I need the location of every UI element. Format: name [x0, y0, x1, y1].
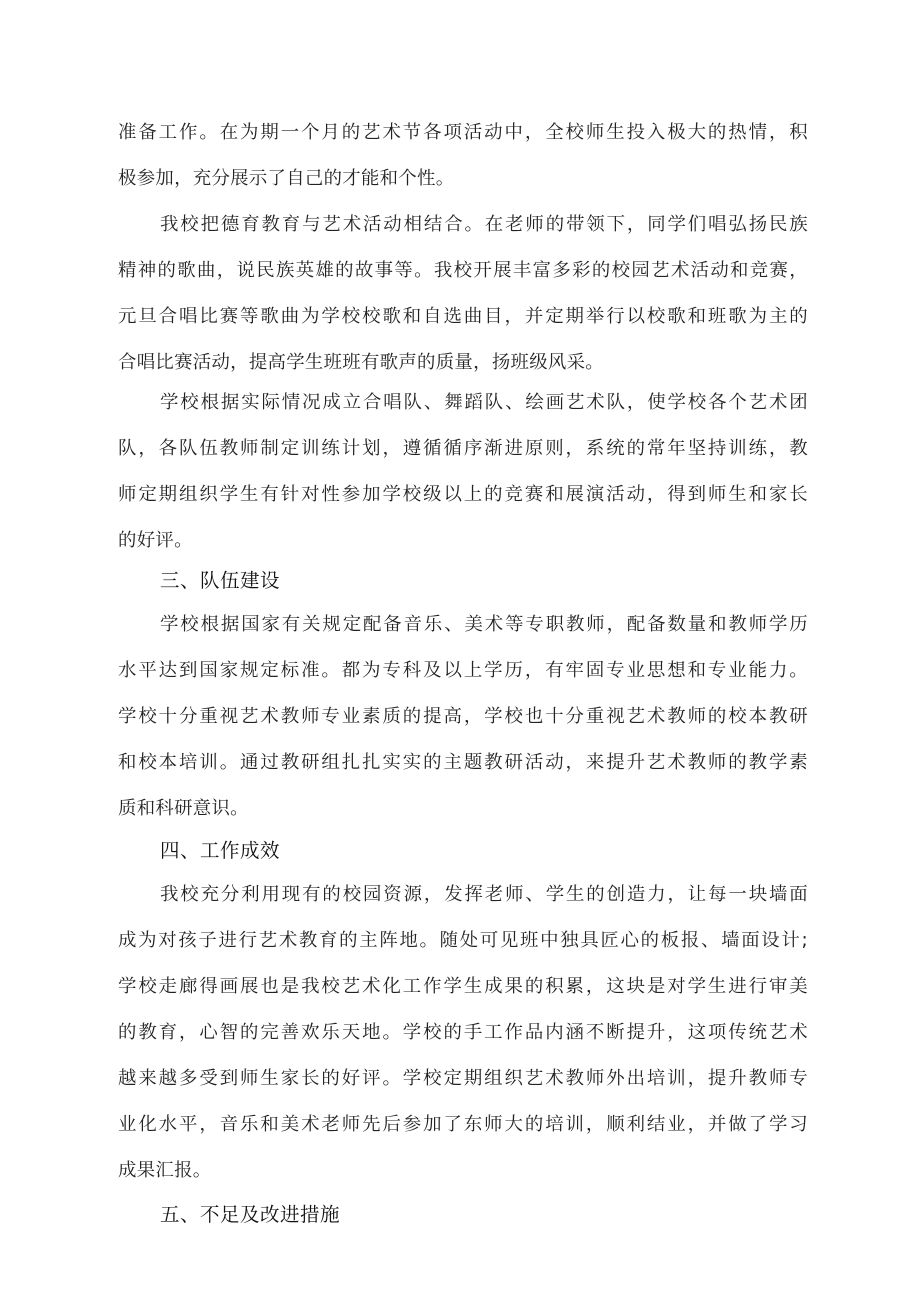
paragraph-line: 队，各队伍教师制定训练计划，遵循循序渐进原则，系统的常年坚持训练，教	[118, 438, 808, 459]
paragraph-line: 成果汇报。	[118, 1160, 212, 1181]
paragraph-line: 质和科研意识。	[118, 798, 249, 819]
paragraph-line: 业化水平，音乐和美术老师先后参加了东师大的培训，顺利结业，并做了学习	[118, 1114, 808, 1135]
section-heading: 五、不足及改进措施	[160, 1203, 341, 1226]
paragraph-line: 师定期组织学生有针对性参加学校级以上的竞赛和展演活动，得到师生和家长	[118, 484, 808, 505]
paragraph-line: 合唱比赛活动，提高学生班班有歌声的质量，扬班级风采。	[118, 352, 604, 373]
section-heading: 四、工作成效	[160, 839, 281, 862]
paragraph-line: 学校根据国家有关规定配备音乐、美术等专职教师，配备数量和教师学历	[160, 614, 808, 635]
paragraph-line: 极参加，充分展示了自己的才能和个性。	[118, 168, 455, 189]
paragraph-line: 我校充分利用现有的校园资源，发挥老师、学生的创造力，让每一块墙面	[160, 884, 808, 905]
paragraph-line: 和校本培训。通过教研组扎扎实实的主题教研活动，来提升艺术教师的教学素	[118, 752, 808, 773]
paragraph-line: 学校十分重视艺术教师专业素质的提高，学校也十分重视艺术教师的校本教研	[118, 706, 808, 727]
paragraph-line: 我校把德育教育与艺术活动相结合。在老师的带领下，同学们唱弘扬民族	[160, 214, 808, 235]
paragraph-line: 学校根据实际情况成立合唱队、舞蹈队、绘画艺术队，使学校各个艺术团	[160, 392, 808, 413]
paragraph-line: 精神的歌曲，说民族英雄的故事等。我校开展丰富多彩的校园艺术活动和竞赛，	[118, 260, 808, 281]
section-heading: 三、队伍建设	[160, 569, 281, 592]
paragraph-line: 准备工作。在为期一个月的艺术节各项活动中，全校师生投入极大的热情，积	[118, 122, 808, 143]
paragraph-line: 的教育，心智的完善欢乐天地。学校的手工作品内涵不断提升，这项传统艺术	[118, 1022, 808, 1043]
paragraph-line: 越来越多受到师生家长的好评。学校定期组织艺术教师外出培训，提升教师专	[118, 1068, 808, 1089]
paragraph-line: 学校走廊得画展也是我校艺术化工作学生成果的积累，这块是对学生进行审美	[118, 976, 808, 997]
paragraph-line: 成为对孩子进行艺术教育的主阵地。随处可见班中独具匠心的板报、墙面设计;	[118, 930, 808, 951]
paragraph-line: 水平达到国家规定标准。都为专科及以上学历，有牢固专业思想和专业能力。	[118, 660, 808, 681]
paragraph-line: 元旦合唱比赛等歌曲为学校校歌和自选曲目，并定期举行以校歌和班歌为主的	[118, 306, 808, 327]
paragraph-line: 的好评。	[118, 530, 193, 551]
